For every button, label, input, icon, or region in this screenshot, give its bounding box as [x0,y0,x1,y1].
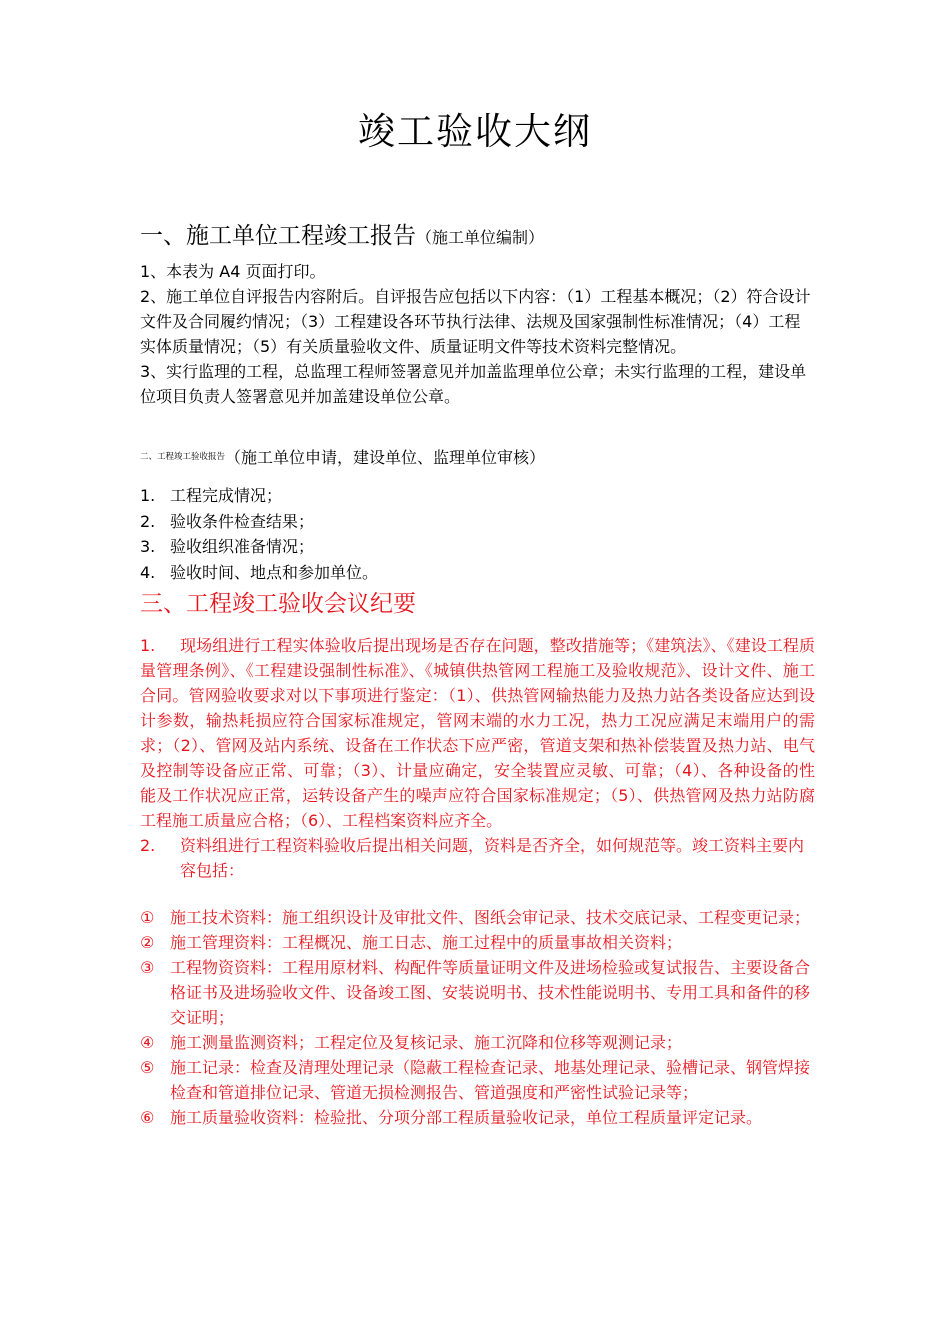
section3-item2-number: 2. [140,836,156,855]
section1-heading [140,220,544,254]
section2-list [140,483,815,585]
list-text: 工程完成情况； [170,486,283,505]
section3-body [140,633,815,883]
list-item [140,534,815,560]
section3-item1-text: 现场组进行工程实体验收后提出现场是否存在问题，整改措施等；《建筑法》、《建设工程质量管理条例》、《工程建设强制性标准》、《城镇供热管网工程施工及验收规范》、设计文件、施工合同。管网验收要求对以下事项进行鉴定：（1）、供热管网输热能力及热力站各类设备应达到设计参数，输热耗损应符合国家标准规定，管网末端的水力工况，热力工况应满足末端用户的需求；（2）、管网及站内系统、设备在工作状态下应严密，管道支架和热补偿装置及热力站、电气及控制等设备应正常、可靠；（3）、计量应确定，安全装置应灵敏、可靠；（4）、各种设备的性能及工作状况应正常，运转设备产生的噪声应符合国家标准规定；（5）、供热管网及热力站防腐工程施工质量应合格；（6）、工程档案资料应齐全。 [140,636,815,830]
list-item [140,930,815,955]
list-item [140,509,815,535]
circled-number: ⑥ [140,1108,155,1127]
list-item [140,1055,815,1105]
circled-number: ⑤ [140,1058,155,1077]
page-title: 竣工验收大纲 [358,110,592,153]
circled-number: ① [140,908,155,927]
section2-heading-sub: （施工单位申请，建设单位、监理单位审核） [225,448,546,467]
list-text: 施工管理资料：工程概况、施工日志、施工过程中的质量事故相关资料； [170,933,683,952]
list-text: 验收时间、地点和参加单位。 [170,562,379,582]
document-checklist [140,905,815,1130]
list-text: 施工测量监测资料；工程定位及复核记录、施工沉降和位移等观测记录； [170,1033,683,1052]
section3-item1-number: 1. [140,636,156,655]
section1-paragraph: 2、施工单位自评报告内容附后。自评报告应包括以下内容：（1）工程基本概况；（2）符合设计文件及合同履约情况；（3）工程建设各环节执行法律、法规及国家强制性标准情况；（4）工程实体质量情况；（5）有关质量验收文件、质量证明文件等技术资料完整情况。 [140,287,811,356]
list-item [140,955,815,1030]
list-item [140,560,815,586]
section1-heading-sub: （施工单位编制） [416,228,545,247]
list-text: 施工技术资料：施工组织设计及审批文件、图纸会审记录、技术交底记录、工程变更记录； [170,908,811,927]
circled-number: ③ [140,958,155,977]
section1-paragraph: 3、实行监理的工程，总监理工程师签署意见并加盖监理单位公章；未实行监理的工程，建设单位项目负责人签署意见并加盖建设单位公章。 [140,362,807,406]
list-number: 2. [140,511,156,531]
circled-number: ② [140,933,155,952]
list-item [140,483,815,509]
section3-heading: 三、工程竣工验收会议纪要 [140,591,416,617]
list-text: 施工记录：检查及清理处理记录（隐蔽工程检查记录、地基处理记录、验槽记录、钢管焊接检查和管道排位记录、管道无损检测报告、管道强度和严密性试验记录等； [170,1058,811,1102]
circled-number: ④ [140,1033,155,1052]
list-number: 3. [140,537,156,556]
list-item [140,1105,815,1130]
section1-heading-text: 一、施工单位工程竣工报告 [140,223,416,249]
section3-item2 [140,833,815,883]
list-number: 4. [140,562,156,582]
list-item [140,1030,815,1055]
section3-item1 [140,633,815,833]
list-text: 验收条件检查结果； [170,511,315,531]
section2-heading-text: 二、工程竣工验收报告 [140,452,226,462]
list-text: 施工质量验收资料：检验批、分项分部工程质量验收记录，单位工程质量评定记录。 [170,1108,763,1127]
section2-heading [140,445,545,470]
section1-body [140,259,815,409]
list-text: 工程物资资料：工程用原材料、构配件等质量证明文件及进场检验或复试报告、主要设备合格证书及进场验收文件、设备竣工图、安装说明书、技术性能说明书、专用工具和备件的移交证明； [170,958,811,1027]
section3-item2-text: 资料组进行工程资料验收后提出相关问题，资料是否齐全，如何规范等。竣工资料主要内容包括： [180,836,805,880]
section1-paragraph: 1、本表为 A4 页面打印。 [140,262,326,281]
list-number: 1. [140,486,156,505]
list-text: 验收组织准备情况； [170,537,315,556]
list-item [140,905,815,930]
